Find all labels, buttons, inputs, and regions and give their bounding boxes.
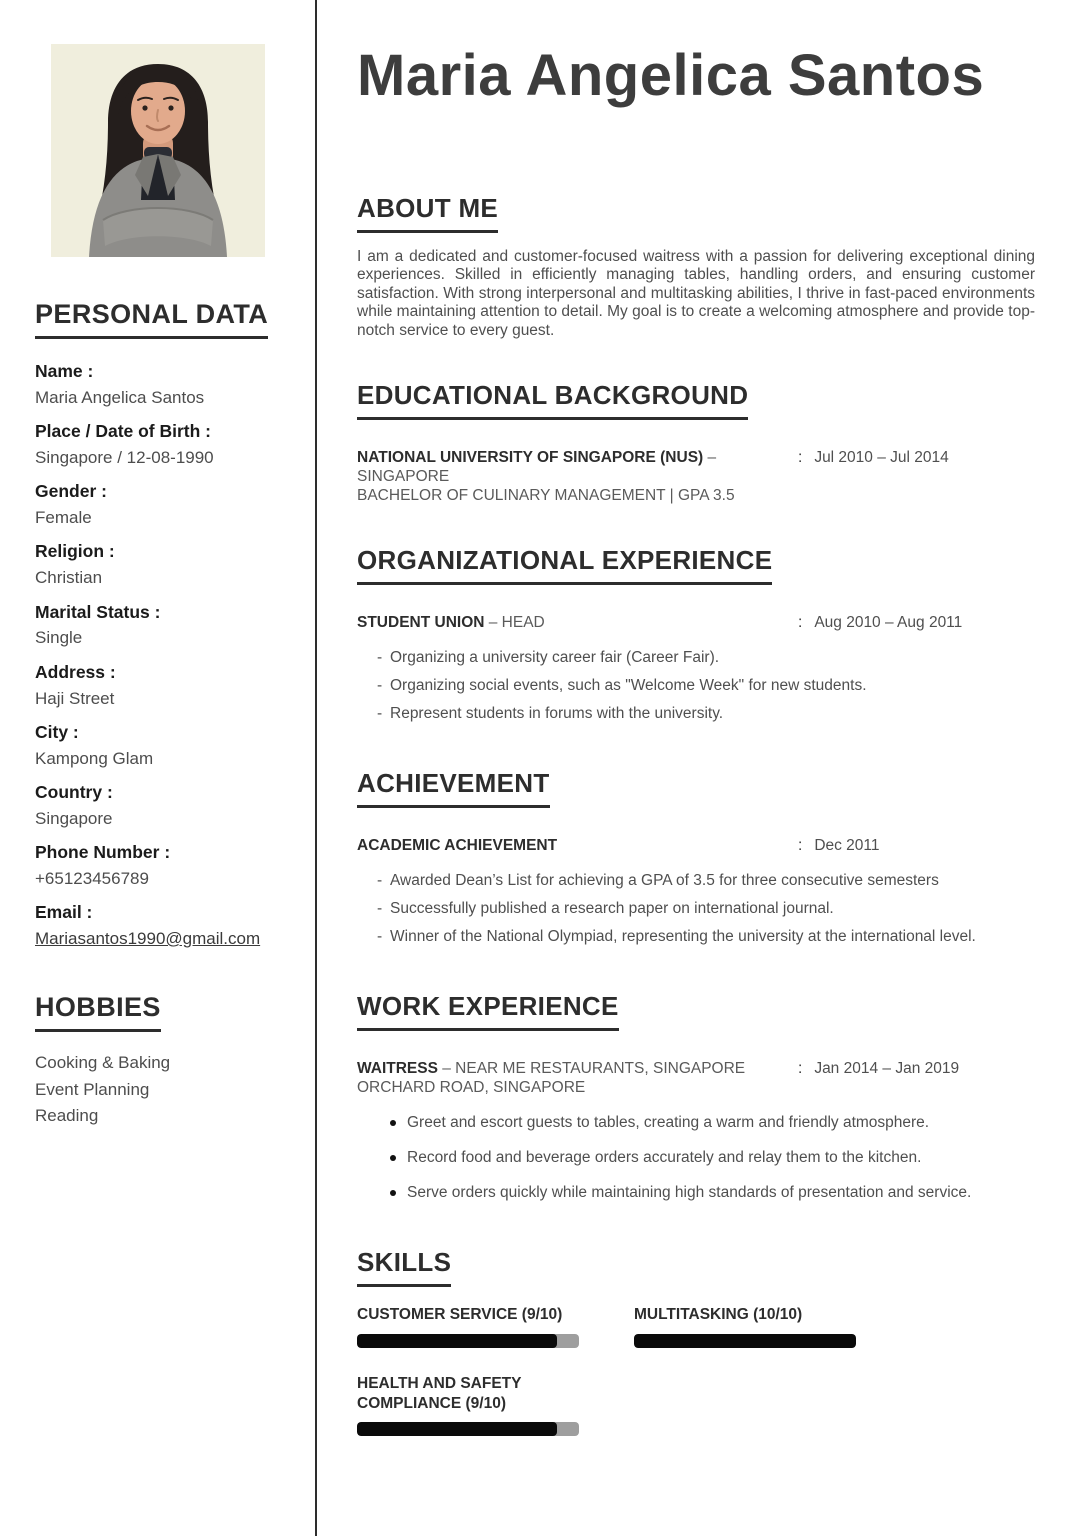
hobby-list <box>35 1050 295 1129</box>
bullet-item: - Represent students in forums with the university. <box>390 700 1035 728</box>
skill-bar <box>357 1334 579 1348</box>
work-section <box>357 991 1035 1203</box>
date-range: Aug 2010 – Aug 2011 <box>814 614 963 632</box>
field-label: Address : <box>35 661 116 682</box>
field-value: +65123456789 <box>35 868 149 888</box>
date-range: Jan 2014 – Jan 2019 <box>814 1060 960 1078</box>
skill-bar <box>357 1422 579 1436</box>
field-label: Place / Date of Birth : <box>35 421 212 442</box>
entry-location: ORCHARD ROAD, SINGAPORE <box>357 1079 586 1097</box>
organizational-bullets <box>390 644 1035 728</box>
personal-data-heading: PERSONAL DATA <box>35 299 268 339</box>
field-value: Christian <box>35 568 103 588</box>
skill-bar <box>634 1334 856 1348</box>
field-label: Email : <box>35 902 93 923</box>
date-colon: : <box>798 837 803 855</box>
skills-grid <box>357 1305 1035 1435</box>
achievement-bullets <box>390 867 1035 951</box>
entry-suffix: – NEAR ME RESTAURANTS, SINGAPORE <box>437 1060 746 1078</box>
entry-title-line <box>357 1059 790 1078</box>
entry-title: STUDENT UNION <box>357 614 485 632</box>
date-range: Dec 2011 <box>814 837 880 855</box>
entry-date <box>790 448 949 467</box>
field-value: Kampong Glam <box>35 748 154 768</box>
date-colon: : <box>798 614 803 632</box>
bullet-item: - Organizing a university career fair (Career Fair). <box>390 644 1035 672</box>
bullet-item: - Awarded Dean’s List for achieving a GPA of 3.5 for three consecutive semesters <box>390 867 1035 895</box>
personal-data-field <box>35 662 295 709</box>
field-label: City : <box>35 721 79 742</box>
field-value: Singapore <box>35 808 113 828</box>
work-heading: WORK EXPERIENCE <box>357 991 619 1031</box>
skills-heading: SKILLS <box>357 1247 451 1287</box>
personal-data-section <box>35 257 295 949</box>
hobbies-heading: HOBBIES <box>35 992 161 1032</box>
bullet-item: Serve orders quickly while maintaining high standards of presentation and service. <box>407 1183 1035 1203</box>
education-heading: EDUCATIONAL BACKGROUND <box>357 380 748 420</box>
skill-bar-fill <box>357 1422 557 1436</box>
entry-title: ACADEMIC ACHIEVEMENT <box>357 837 558 855</box>
organizational-heading: ORGANIZATIONAL EXPERIENCE <box>357 545 772 585</box>
skill-label: CUSTOMER SERVICE (9/10) <box>357 1306 563 1324</box>
about-section <box>357 193 1035 341</box>
right-eye <box>168 105 173 110</box>
left-eye <box>142 105 147 110</box>
field-label: Religion : <box>35 541 115 562</box>
skill-bar-fill <box>357 1334 557 1348</box>
bullet-item: - Organizing social events, such as "Welcome Week" for new students. <box>390 672 1035 700</box>
field-value[interactable]: Mariasantos1990@gmail.com <box>35 929 261 948</box>
personal-data-field <box>35 602 295 649</box>
skill-item <box>357 1374 634 1436</box>
personal-data-field <box>35 782 295 829</box>
entry-date <box>790 1059 959 1078</box>
field-value: Female <box>35 508 92 528</box>
date-colon: : <box>798 449 803 467</box>
date-colon: : <box>798 1060 803 1078</box>
entry-title-line <box>357 836 790 855</box>
field-label: Marital Status : <box>35 601 161 622</box>
personal-data-field <box>35 842 295 889</box>
work-bullets <box>407 1113 1035 1203</box>
main-content <box>357 0 1035 1436</box>
field-label: Phone Number : <box>35 842 171 862</box>
education-entry <box>357 448 1035 505</box>
hobby-item: Event Planning <box>35 1079 150 1099</box>
field-label: Name : <box>35 361 94 381</box>
entry-location: SINGAPORE <box>357 468 450 486</box>
about-heading: ABOUT ME <box>357 193 498 233</box>
field-value: Singapore / 12-08-1990 <box>35 448 214 467</box>
education-section <box>357 380 1035 505</box>
personal-data-field <box>35 541 295 588</box>
skill-item <box>634 1305 911 1347</box>
personal-data-field <box>35 481 295 528</box>
personal-data-field <box>35 421 295 468</box>
entry-suffix: – <box>703 449 717 467</box>
hobbies-section <box>35 962 295 1129</box>
skill-bar-fill <box>634 1334 856 1348</box>
field-value: Single <box>35 628 83 648</box>
profile-photo <box>51 44 265 257</box>
personal-data-field <box>35 902 295 949</box>
field-label: Country : <box>35 781 113 802</box>
entry-title: NATIONAL UNIVERSITY OF SINGAPORE (NUS) <box>357 449 704 467</box>
entry-degree: BACHELOR OF CULINARY MANAGEMENT | GPA 3.5 <box>357 487 735 505</box>
field-label: Gender : <box>35 481 107 502</box>
skill-item <box>357 1305 634 1347</box>
skill-label: MULTITASKING (10/10) <box>634 1306 803 1324</box>
work-entry <box>357 1059 1035 1203</box>
entry-date <box>790 613 962 632</box>
organizational-section <box>357 545 1035 728</box>
skill-label: HEALTH AND SAFETY COMPLIANCE (9/10) <box>357 1374 522 1412</box>
achievement-heading: ACHIEVEMENT <box>357 768 550 808</box>
skills-section <box>357 1247 1035 1435</box>
page-title: Maria Angelica Santos <box>357 43 985 108</box>
achievement-entry <box>357 836 1035 951</box>
bullet-item: Greet and escort guests to tables, creating a warm and friendly atmosphere. <box>407 1113 1035 1133</box>
nose <box>157 110 158 121</box>
entry-title-line <box>357 613 790 632</box>
achievement-section <box>357 768 1035 951</box>
personal-data-field <box>35 361 295 408</box>
hobby-item: Reading <box>35 1105 99 1125</box>
hobby-item: Cooking & Baking <box>35 1053 171 1073</box>
bullet-item: - Winner of the National Olympiad, representing the university at the international level. <box>390 923 1035 951</box>
date-range: Jul 2010 – Jul 2014 <box>814 449 949 467</box>
organizational-entry <box>357 613 1035 728</box>
entry-title-line <box>357 448 790 467</box>
entry-title: WAITRESS <box>357 1060 438 1078</box>
about-text: I am a dedicated and customer-focused waitress with a passion for delivering exceptional dining experiences. Skilled in efficiently managing tables, handling orders, and ensuring customer satisfaction. With strong interpersonal and multitasking abilities, I thrive in fast-paced environments while maintaining attention to detail. My goal is to create a welcoming atmosphere and provide top-notch service to every guest. <box>357 247 1035 339</box>
personal-data-fields <box>35 361 295 949</box>
bullet-item: - Successfully published a research paper on international journal. <box>390 895 1035 923</box>
field-value: Maria Angelica Santos <box>35 387 205 407</box>
sidebar <box>0 0 317 1536</box>
field-value: Haji Street <box>35 688 115 708</box>
bullet-item: Record food and beverage orders accurately and relay them to the kitchen. <box>407 1148 1035 1168</box>
personal-data-field <box>35 722 295 769</box>
entry-suffix: – HEAD <box>484 614 545 632</box>
entry-date <box>790 836 880 855</box>
